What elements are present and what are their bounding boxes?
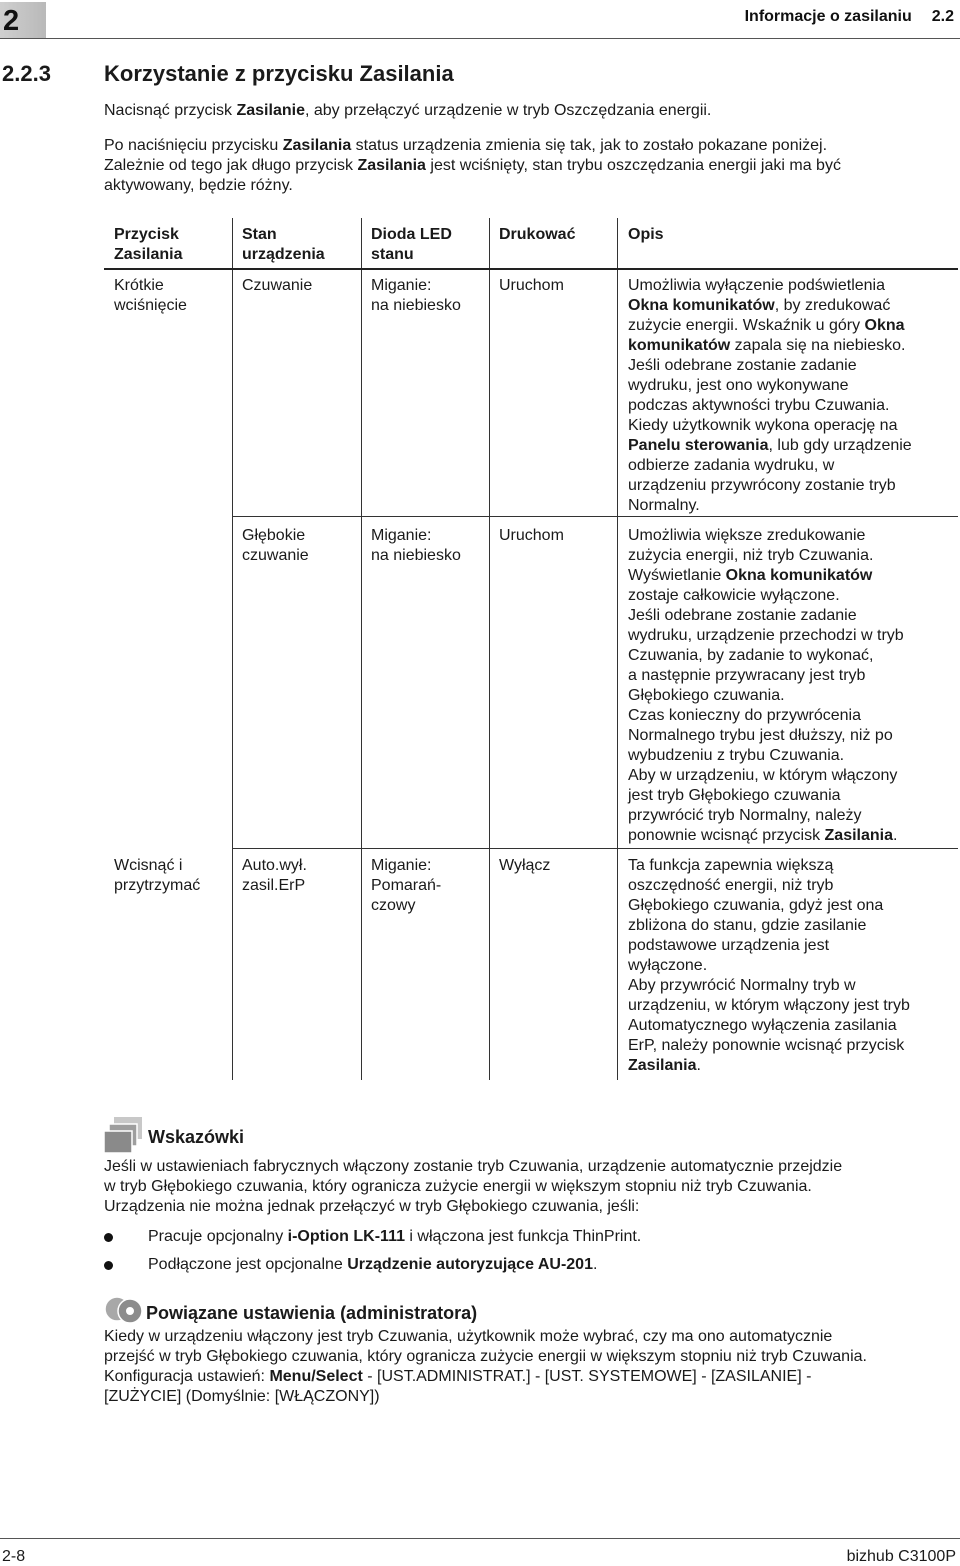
cell-button: Wcisnąć i przytrzymać bbox=[114, 857, 201, 894]
intro-paragraph-2: Po naciśnięciu przycisku Zasilania status urządzenia zmienia się tak, jak to zostało pokazane poniżej. Zależnie od tego jak długo przycisk Zasilania jest wciśnięty, stan trybu oszczędzania energii jaki ma być aktywowany, będzie różny. bbox=[104, 137, 841, 194]
related-settings-text: Kiedy w urządzeniu włączony jest tryb Czuwania, użytkownik może wybrać, czy ma ono automatycznie przejść w tryb Głębokiego czuwania, który ogranicza zużycie energii w większym stopniu niż tryb Czuwania. Konfiguracja ustawień: Menu/Select - [UST.ADMINISTRAT.] - [UST. SYSTEMOWE] - [ZASILANIE] - [ZUŻYCIE] (Domyślnie: [WŁĄCZONY]) bbox=[104, 1328, 867, 1405]
tips-bullet-2: Podłączone jest opcjonalne Urządzenie autoryzujące AU-201. bbox=[148, 1256, 598, 1273]
cell-print: Uruchom bbox=[499, 277, 564, 294]
column-divider bbox=[232, 218, 233, 1080]
section-title: Korzystanie z przycisku Zasilania bbox=[104, 61, 454, 86]
page-number: 2-8 bbox=[2, 1548, 26, 1565]
related-settings-title: Powiązane ustawienia (administratora) bbox=[146, 1303, 478, 1323]
cell-state: Głębokie czuwanie bbox=[242, 527, 309, 564]
tips-bullet-1: Pracuje opcjonalny i-Option LK-111 i włączona jest funkcja ThinPrint. bbox=[148, 1228, 642, 1245]
row-divider bbox=[232, 848, 958, 849]
cell-led: Miganie: na niebiesko bbox=[371, 527, 461, 564]
footer-rule bbox=[0, 1538, 960, 1539]
hints-icon bbox=[104, 1116, 146, 1156]
column-header: Przycisk Zasilania bbox=[114, 226, 183, 263]
bullet-icon bbox=[104, 1233, 113, 1242]
cell-button: Krótkie wciśnięcie bbox=[114, 277, 187, 314]
cell-print: Wyłącz bbox=[499, 857, 551, 874]
chapter-tab bbox=[0, 2, 46, 38]
column-divider bbox=[617, 218, 618, 1080]
related-settings-icon bbox=[104, 1294, 146, 1328]
cell-led: Miganie: na niebiesko bbox=[371, 277, 461, 314]
cell-print: Uruchom bbox=[499, 527, 564, 544]
header-rule bbox=[0, 38, 960, 39]
column-divider bbox=[489, 218, 490, 1080]
cell-state: Czuwanie bbox=[242, 277, 313, 294]
column-divider bbox=[361, 218, 362, 1080]
cell-led: Miganie: Pomarań- czowy bbox=[371, 857, 442, 914]
chapter-number: 2 bbox=[3, 5, 20, 37]
header-rule-line bbox=[104, 268, 958, 270]
cell-state: Auto.wył. zasil.ErP bbox=[242, 857, 307, 894]
column-header: Drukować bbox=[499, 226, 576, 243]
intro-paragraph-1: Nacisnąć przycisk Zasilanie, aby przełączyć urządzenie w tryb Oszczędzania energii. bbox=[104, 102, 712, 119]
cell-desc: Umożliwia wyłączenie podświetlenia Okna komunikatów, by zredukować zużycie energii. Wskaźnik u góry Okna komunikatów zapala się na niebiesko. Jeśli odebrane zostanie zadanie wydruku, jest ono wykonywane podczas aktywności trybu Czuwania. Kiedy użytkownik wykona operację na Panelu sterowania, lub gdy urządzenie odbierze zadania wydruku, w urządzeniu przywrócony zostanie tryb Normalny. bbox=[628, 277, 912, 514]
product-name: bizhub C3100P bbox=[846, 1548, 956, 1565]
bullet-icon bbox=[104, 1261, 113, 1270]
column-header: Stan urządzenia bbox=[242, 226, 325, 263]
column-header: Opis bbox=[628, 226, 664, 243]
section-number: 2.2.3 bbox=[2, 61, 51, 86]
running-header-number: 2.2 bbox=[931, 8, 954, 25]
running-header bbox=[745, 8, 954, 26]
cell-desc: Umożliwia większe zredukowanie zużycia energii, niż tryb Czuwania. Wyświetlanie Okna komunikatów zostaje całkowicie wyłączone. Jeśli odebrane zostanie zadanie wydruku, urządzenie przechodzi w tryb Czuwania, by zadanie to wykonać, a następnie przywracany jest tryb Głębokiego czuwania. Czas konieczny do przywrócenia Normalnego trybu jest dłuższy, niż po wybudzeniu z trybu Czuwania. Aby w urządzeniu, w którym włączony jest tryb Głębokiego czuwania przywrócić tryb Normalny, należy ponownie wcisnąć przycisk Zasilania. bbox=[628, 527, 904, 844]
running-header-title: Informacje o zasilaniu bbox=[744, 8, 912, 25]
tips-text: Jeśli w ustawieniach fabrycznych włączony zostanie tryb Czuwania, urządzenie automatycznie przejdzie w tryb Głębokiego czuwania, który ogranicza zużycie energii w większym stopniu niż tryb Czuwania. Urządzenia nie można jednak przełączyć w tryb Głębokiego czuwania, jeśli: bbox=[104, 1158, 843, 1215]
column-header: Dioda LED stanu bbox=[371, 226, 452, 263]
tips-title: Wskazówki bbox=[148, 1127, 245, 1147]
row-divider bbox=[232, 516, 958, 517]
cell-desc: Ta funkcja zapewnia większą oszczędność energii, niż tryb Głębokiego czuwania, gdyż jest ona zbliżona do stanu, gdzie zasilanie podstawowe urządzenia jest wyłączone. Aby przywrócić Normalny tryb w urządzeniu, w którym włączony jest tryb Automatycznego wyłączenia zasilania ErP, należy ponownie wcisnąć przycisk Zasilania. bbox=[628, 857, 910, 1074]
